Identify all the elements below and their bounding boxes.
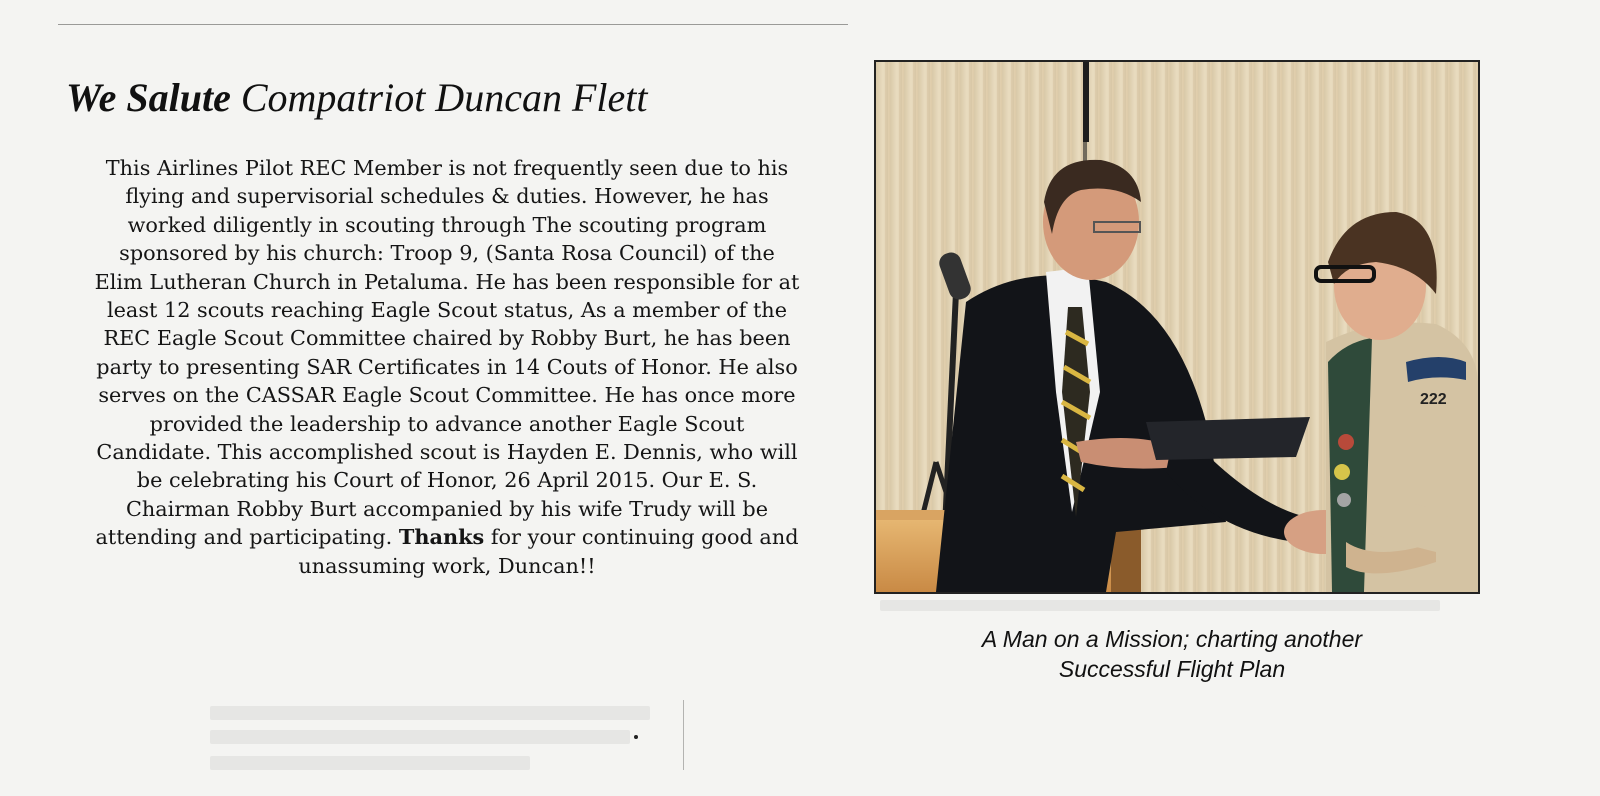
article-body-text: This Airlines Pilot REC Member is not frequently seen due to his flying and supervisorial schedules & duties. However, he has worked diligently in scouting through The scouting program sponsored by his church: Troop 9, (Santa Rosa Council) of the Elim Lutheran Church in Petaluma. He has been responsible for at least 12 scouts reaching Eagle Scout status, As a member of the REC Eagle Scout Committee chaired by Robby Burt, he has been party to presenting SAR Certificates in 14 Couts of Honor. He also serves on the CASSAR Eagle Scout Committee. He has once more provided the leadership to advance another Eagle Scout Candidate. This accomplished scout is Hayden E. Dennis, who will be celebrating his Court of Honor, 26 April 2015. Our E. S. Chairman Robby Burt accompanied by his wife Trudy will be attending and participating. [94,156,800,550]
article-headline [66,74,647,121]
article-photo [874,60,1480,594]
column-divider-line [683,700,684,770]
certificate-folder [1146,417,1310,460]
headline-text: Compatriot Duncan Flett [230,75,648,120]
article-body [92,154,802,580]
ink-dot [634,735,638,739]
uniform-badge-number: 222 [1420,391,1447,408]
photo-illustration [876,62,1478,592]
thanks-emphasis: Thanks [398,524,485,550]
article-body-closing: for your continuing good and unassuming work, Duncan!! [298,525,799,578]
caption-line-1: A Man on a Mission; charting another [981,626,1363,652]
headline-emphasis: We Salute [66,75,231,120]
top-divider-line [58,24,848,25]
photo-caption [880,624,1464,684]
caption-line-2: Successful Flight Plan [1058,656,1286,682]
